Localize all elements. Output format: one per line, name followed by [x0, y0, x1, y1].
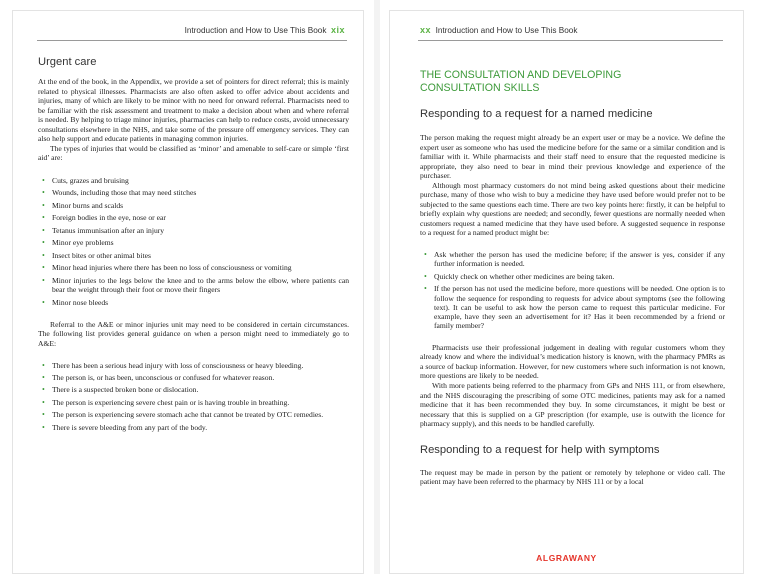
ae-criteria-list — [38, 361, 349, 433]
bullet-icon: • — [42, 200, 45, 210]
bullet-icon: • — [42, 410, 45, 420]
page-number: xx — [420, 25, 432, 35]
bullet-icon: • — [42, 373, 45, 382]
running-head-title: Introduction and How to Use This Book — [435, 26, 578, 35]
bullet-icon: • — [42, 238, 45, 248]
running-head-title: Introduction and How to Use This Book — [184, 26, 327, 35]
bullet-icon: • — [424, 250, 427, 260]
paragraph: Pharmacists use their professional judgement in dealing with regular customers whom they already know and where the individual’s medication history is known, with the pharmacy PMRs as a source of backup information. However, for new customers where such information is not known, more questions are likely to be needed. — [420, 342, 725, 381]
list-item: • Minor head injuries where there has been no loss of consciousness or vomiting — [42, 263, 292, 273]
paragraph: The person making the request might already be an expert user or may be a novice. We define the expert user as someone who has used the medicine before for the same or a similar condition and is familiar with it. While pharmacists and their staff need to ensure that the requested medicine is appropriate, they also need to bear in mind their previous knowledge and experience of the purchaser. — [420, 133, 725, 181]
right-page-content — [420, 67, 725, 487]
bullet-icon: • — [42, 175, 45, 185]
bullet-icon: • — [424, 271, 427, 281]
list-item: • Minor burns and scalds — [42, 200, 124, 210]
header-rule — [418, 40, 723, 41]
bullet-icon: • — [42, 360, 45, 370]
bullet-icon: • — [42, 225, 45, 235]
minor-injuries-list — [38, 176, 349, 307]
list-item: • Minor eye problems — [42, 238, 114, 248]
page-gutter — [374, 0, 380, 574]
request-sequence-list — [420, 250, 725, 331]
list-item: • There is severe bleeding from any part of the body. — [42, 422, 208, 432]
bullet-icon: • — [42, 250, 45, 260]
bullet-icon: • — [42, 275, 45, 285]
bullet-icon: • — [42, 263, 45, 273]
page-number: xix — [330, 25, 345, 35]
bullet-icon: • — [42, 188, 45, 198]
section-title: Responding to a request for a named medicine — [420, 108, 653, 120]
paragraph: Although most pharmacy customers do not mind being asked questions about their medicine purchase, many of those who wish to buy a medicine they have used before would prefer not to be subjected to the same questions each time. There are two key points here: firstly, it can be helpful to briefly explain why questions are needed; and secondly, fewer questions are normally needed when customers request a named medicine that they have used before. A suggested sequence in response to a request for a named product might be: — [420, 180, 725, 238]
bullet-icon: • — [42, 422, 45, 432]
list-item: • Wounds, including those that may need stitches — [42, 188, 197, 198]
left-page — [12, 10, 364, 574]
list-item: • There has been a serious head injury with loss of consciousness or heavy bleeding. — [42, 360, 304, 370]
bullet-icon: • — [42, 397, 45, 407]
list-item: • Insect bites or other animal bites — [42, 250, 151, 260]
left-page-content — [38, 56, 349, 442]
running-head — [185, 25, 345, 35]
list-item: • Quickly check on whether other medicines are being taken. — [424, 271, 615, 281]
list-item: • Foreign bodies in the eye, nose or ear — [42, 213, 166, 223]
list-item: • The person is, or has been, unconscious or confused for whatever reason. — [42, 373, 275, 382]
list-item: • The person is experiencing severe stomach ache that cannot be treated by OTC remedies. — [42, 410, 324, 420]
list-item: • Ask whether the person has used the medicine before; if the answer is yes, consider if any further information is needed. — [424, 250, 725, 269]
section-title: Responding to a request for help with symptoms — [420, 443, 660, 456]
chapter-title — [420, 69, 725, 95]
bullet-icon: • — [42, 213, 45, 223]
list-item: • Minor injuries to the legs below the knee and to the arms below the elbow, where patients can bear the weight through their foot or move their fingers — [42, 275, 349, 295]
paragraph: Referral to the A&E or minor injuries unit may need to be considered in certain circumstances. The following list provides general guidance on when a person might need to immediately go to A&E: — [38, 319, 349, 348]
paragraph: With more patients being referred to the pharmacy from GPs and NHS 111, or from elsewhere, and the NHS discouraging the prescribing of some OTC medicines, patients may ask for a named medicine that it has been recommended they buy. In some circumstances, it might be best or necessary that this is supplied on a GP prescription (for example, use is outwith the licence for pharmacy supply), and this needs to be handled carefully. — [420, 380, 725, 429]
bullet-icon: • — [42, 385, 45, 395]
list-item: • Tetanus immunisation after an injury — [42, 225, 165, 235]
bullet-icon: • — [424, 284, 427, 294]
chapter-title-line: CONSULTATION SKILLS — [420, 82, 540, 94]
list-item: • There is a suspected broken bone or dislocation. — [42, 385, 199, 395]
header-rule — [37, 40, 347, 41]
right-page — [389, 10, 744, 574]
list-item: • Minor nose bleeds — [42, 297, 109, 307]
publisher-logo: ALGRAWANY — [536, 553, 597, 563]
section-title: Urgent care — [38, 56, 97, 68]
chapter-title-line: THE CONSULTATION AND DEVELOPING — [420, 69, 622, 81]
paragraph: At the end of the book, in the Appendix, we provide a set of pointers for direct referral; this is mainly related to physical illnesses. Pharmacists are also often asked to offer advice about accidents and injuries, many of which are likely to be minor with no need for onward referral. Pharmacists need to be familiar with the risk assessment and treatment to make a decision about when and where referral is needed. By helping to triage minor injuries, pharmacies can help to reduce costs, avoid unnecessary consultations elsewhere in the NHS, and take some of the pressure off emergency services. They can also help support and educate patients in managing common injuries. — [38, 77, 349, 144]
bullet-icon: • — [42, 297, 45, 307]
paragraph: The request may be made in person by the patient or remotely by telephone or video call. The patient may have been referred to the pharmacy by NHS 111 or by a local — [420, 467, 725, 487]
list-item: • If the person has not used the medicine before, more questions will be needed. One option is to follow the sequence for responding to requests for advice about symptoms (see the following text). It can be useful to ask how the person came to request this particular medicine. For example, have they seen an advertisement for it? Has it been recommended by a friend or family member? — [424, 284, 725, 331]
running-head — [420, 25, 577, 35]
list-item: • Cuts, grazes and bruising — [42, 175, 129, 185]
list-item: • The person is experiencing severe chest pain or is having trouble in breathing. — [42, 397, 290, 407]
paragraph: The types of injuries that would be classified as ‘minor’ and amenable to self-care or simple ‘first aid’ are: — [38, 143, 349, 163]
